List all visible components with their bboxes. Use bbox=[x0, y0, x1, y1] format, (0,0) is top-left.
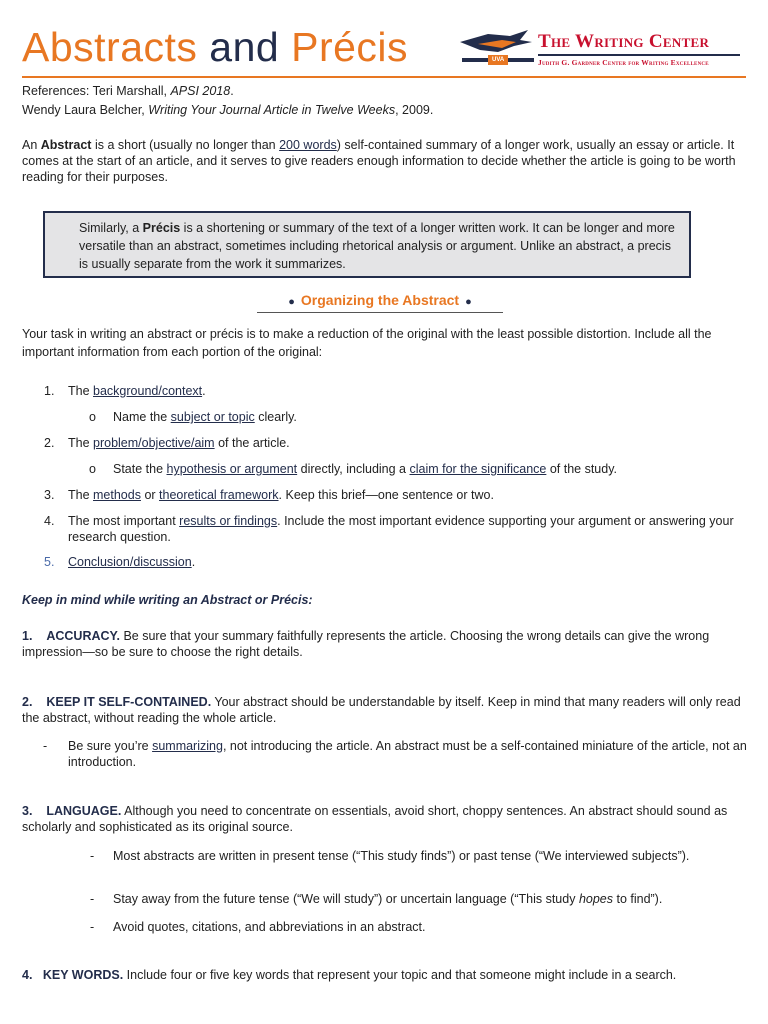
sub-bullet: o bbox=[89, 462, 96, 476]
writing-center-logo bbox=[458, 28, 746, 70]
logo-wordmark: The Writing Center bbox=[538, 31, 710, 52]
logo-tag: UVA bbox=[492, 57, 505, 63]
dash-bullet: - bbox=[90, 892, 95, 906]
list-number: 1. bbox=[44, 384, 55, 398]
list-subitem: State the hypothesis or argument directly, including a claim for the significance of the study. bbox=[113, 462, 618, 476]
list-item: The most important results or findings. Include the most important evidence supporting your argument or answering your research question. bbox=[68, 514, 734, 544]
references bbox=[22, 82, 746, 120]
tip-language: 3. LANGUAGE. Although you need to concentrate on essentials, avoid short, choppy sentences. An abstract should sound as scholarly and sophisticated as its original source. bbox=[22, 804, 728, 834]
tip-self-contained: 2. KEEP IT SELF-CONTAINED. Your abstract should be understandable by itself. Keep in mind that many readers will only read the abstract, without reading the whole article. bbox=[22, 695, 741, 725]
page-title: Abstracts and Précis bbox=[22, 24, 409, 70]
keep-in-mind-heading: Keep in mind while writing an Abstract or Précis: bbox=[22, 593, 313, 607]
list-subitem: Name the subject or topic clearly. bbox=[113, 410, 297, 424]
list-item: The methods or theoretical framework. Keep this brief—one sentence or two. bbox=[68, 488, 494, 502]
list-item: Conclusion/discussion. bbox=[68, 555, 196, 569]
header-divider bbox=[22, 76, 746, 78]
reference-line: References: Teri Marshall, APSI 2018. bbox=[22, 84, 234, 98]
precis-callout bbox=[43, 211, 691, 278]
list-number: 4. bbox=[44, 514, 55, 528]
dash-bullet: - bbox=[90, 920, 95, 934]
logo-divider bbox=[538, 54, 740, 56]
tip-detail: Most abstracts are written in present tense (“This study finds”) or past tense (“We interviewed subjects”). bbox=[113, 849, 690, 863]
list-item: The problem/objective/aim of the article. bbox=[68, 436, 290, 450]
tip-detail: Avoid quotes, citations, and abbreviations in an abstract. bbox=[113, 920, 426, 934]
dash-bullet: - bbox=[90, 849, 95, 863]
list-number: 2. bbox=[44, 436, 55, 450]
logo-subtitle: Judith G. Gardner Center for Writing Excellence bbox=[538, 58, 709, 67]
bullet-dot-icon: ● bbox=[465, 296, 472, 308]
precis-definition: Similarly, a Précis is a shortening or summary of the text of a longer written work. It can be longer and more versatile than an abstract, sometimes including rhetorical analysis or argument. Unlike an abstract, a precis is usually separate from the work it summarizes. bbox=[79, 221, 675, 271]
list-number: 5. bbox=[44, 555, 55, 569]
sub-bullet: o bbox=[89, 410, 96, 424]
reference-line: Wendy Laura Belcher, Writing Your Journal Article in Twelve Weeks, 2009. bbox=[22, 103, 434, 117]
bullet-dot-icon: ● bbox=[288, 296, 295, 308]
section-heading-underline bbox=[257, 312, 503, 313]
tip-detail: Be sure you’re summarizing, not introducing the article. An abstract must be a self-contained miniature of the article, not an introduction. bbox=[68, 739, 747, 769]
tip-accuracy: 1. ACCURACY. Be sure that your summary faithfully represents the article. Choosing the wrong details can give the wrong impression—so be sure to choose the right details. bbox=[22, 629, 710, 659]
list-number: 3. bbox=[44, 488, 55, 502]
section-heading: ● Organizing the Abstract ● bbox=[257, 287, 503, 313]
task-paragraph: Your task in writing an abstract or précis is to make a reduction of the original with the least possible distortion. Include all the important information from each portion of the original: bbox=[22, 327, 712, 359]
dash-bullet: - bbox=[43, 739, 48, 753]
tip-detail: Stay away from the future tense (“We will study”) or uncertain language (“This study hopes to find”). bbox=[113, 892, 663, 906]
abstract-definition: An Abstract is a short (usually no longer than 200 words) self-contained summary of a longer work, usually an essay or article. It comes at the start of an article, and it serves to give readers enough information to decide whether the article is going to be worth reading for their purposes. bbox=[22, 138, 736, 184]
tip-key-words: 4. KEY WORDS. Include four or five key words that represent your topic and that someone might include in a search. bbox=[22, 968, 677, 982]
list-item: The background/context. bbox=[68, 384, 206, 398]
